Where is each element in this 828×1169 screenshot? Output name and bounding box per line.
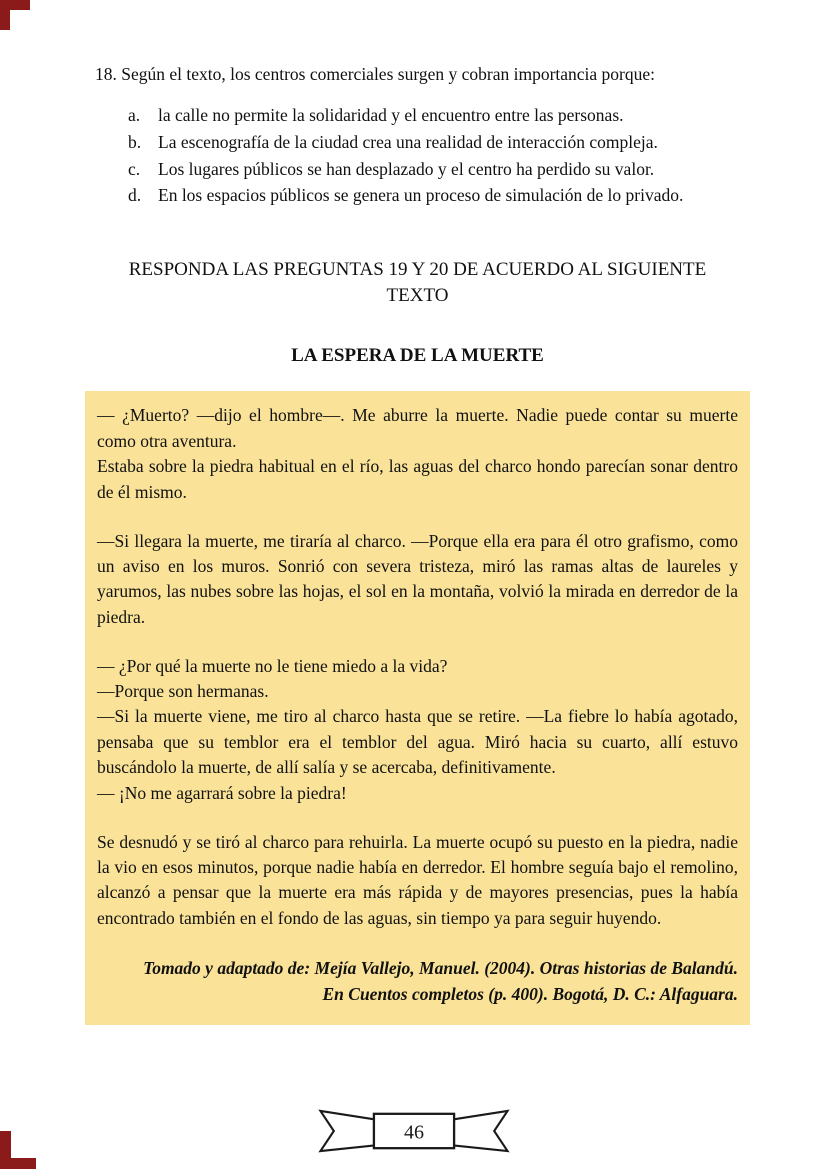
question-18-text: 18. Según el texto, los centros comerciales surgen y cobran importancia porque: [95,64,655,84]
story-paragraph: — ¿Por qué la muerte no le tiene miedo a la vida? [97,655,448,676]
attribution-line-1: Tomado y adaptado de: Mejía Vallejo, Manuel. (2004). Otras historias de Balandú. [143,957,738,978]
story-paragraph: — ¿Muerto? —dijo el hombre—. Me aburre la muerte. Nadie puede contar su muerte como otra aventura. [97,405,738,451]
option-b-text: La escenografía de la ciudad crea una realidad de interacción compleja. [158,131,658,152]
page-number-ribbon [309,1105,519,1157]
instruction-line-2: TEXTO [386,285,449,307]
story-paragraph: —Si la muerte viene, me tiro al charco hasta que se retire. —La fiebre lo había agotado, pensaba que su temblor era el temblor del agua. Miró hacia su cuarto, allí estuvo buscándolo la muerte, de allí salía y se acercaba, definitivamente. [97,706,738,778]
option-c [128,156,740,183]
story-paragraph: Se desnudó y se tiró al charco para rehuirla. La muerte ocupó su puesto en la piedra, nadie la vio en esos minutos, porque nadie había en derredor. El hombre seguía bajo el remolino, alcanzó a pensar que la muerte era más rápida y de mayores presencias, pues la había encontrado también en el fondo de las aguas, sin tiempo ya para seguir huyendo. [97,831,738,928]
option-d [128,182,740,209]
option-c-text: Los lugares públicos se han desplazado y el centro ha perdido su valor. [158,158,655,179]
story-attribution [97,955,738,1008]
option-c-letter: c. [128,158,141,179]
option-b-letter: b. [128,131,142,152]
option-a [128,102,740,129]
story-paragraph: — ¡No me agarrará sobre la piedra! [97,782,347,803]
page-number: 46 [403,1121,425,1144]
story-paragraph: —Si llegara la muerte, me tiraría al charco. —Porque ella era para él otro grafismo, como un aviso en los muros. Sonrió con severa tristeza, miró las ramas altas de laureles y yarumos, las nubes sobre las hojas, el sol en la montaña, volvió la mirada en derredor de la piedra. [97,530,738,627]
corner-ornament-top-left [0,0,30,30]
story-highlight-block [85,391,750,1025]
instruction-header [95,257,740,310]
option-d-text: En los espacios públicos se genera un proceso de simulación de lo privado. [158,185,684,206]
option-a-letter: a. [128,105,141,126]
story-title: LA ESPERA DE LA MUERTE [291,344,544,366]
option-b [128,129,740,156]
option-d-letter: d. [128,185,142,206]
story-paragraph: —Porque son hermanas. [97,681,269,702]
page-footer [0,1105,828,1157]
question-18-options [95,102,740,208]
instruction-line-1: RESPONDA LAS PREGUNTAS 19 Y 20 DE ACUERDO AL SIGUIENTE [128,258,707,280]
option-a-text: la calle no permite la solidaridad y el encuentro entre las personas. [158,105,624,126]
story-paragraph: Estaba sobre la piedra habitual en el río, las aguas del charco hondo parecían sonar dentro de él mismo. [97,456,738,502]
attribution-line-2: En Cuentos completos (p. 400). Bogotá, D. C.: Alfaguara. [322,983,738,1004]
